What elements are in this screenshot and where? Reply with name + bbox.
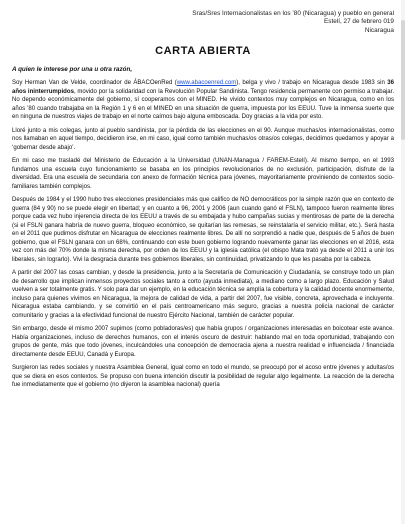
paragraph-4: Después de 1984 y el 1990 hubo tres elecciones presidenciales más que califico de NO democráticos por la simple razón que en contexto de guerra (84 y 90) no se puede elegir en libertad; y en cuanto a 96, 2001 y 2006 (aun cuando ganó el FSLN), tampoco fueron realmente libres porque cada vez hubo injerencia directa de los EEUU a través de su embajada y hubo campañas sucias y mentirosas de parte de la derecha (si el FSLN ganara habría de nuevo guerra, bloqueo económico, se quitarían las remesas, se reinstalaría el servicio militar, etc.). Será hasta en el 2011 que pudimos disfrutar en Nicaragua de elecciones realmente libres. De allí no sorprendió a nadie que, después de 5 años de buen gobierno, que el FSLN ganara con un 68%, continuando con este buen gobierno logrando nuevamente ganar las elecciones en el 2016, esta vez con más del 70% donde la misma derecha, por orden de los EEUU y la iglesia católica (el obispo Mata trató ya desde el 2011 a unir los liberales, sin lograrlo). Vivi la desgracia durante tres gobiernos liberales, sin continuidad, privatizando lo que les pasaba por la cabeza. [12,197,394,263]
paragraph-1-text-a: Soy Herman Van de Velde, coordinador de ÁBACOenRed ( [12,80,177,87]
paragraph-5: A partir del 2007 las cosas cambian, y desde la presidencia, junto a la Secretaría de Comunicación y Ciudadanía, se construye todo un plan de desarrollo que implican inmensos proyectos sociales tanto a corto (ayuda inmediata), a mediano como a largo plazo. Educación y Salud vuelven a ser totalmente gratis. Y solo para dar un ejemplo, en la educación técnica se amplía la cobertura y la calidad docente enormemente, incluso para quienes vivimos en Nicaragua, la mejora de calidad de vida, a partir del 2007, fue visible, concreta, aprovechada e incluyente. Nicaragua estaba cambiando. y se convirtió en el país centroamericano más seguro, gracias a nuestra policía nacional de carácter comunitario y gracias a la efectividad funcional de nuestro Ejército Nacional, también de carácter popular. [12,270,394,319]
header-country: Nicaragua [364,26,394,34]
paragraph-1-emphasis-years: 36 años [12,80,394,95]
paragraph-1-emphasis-uninterrupted: ininterrumpidos [27,88,74,95]
paragraph-7: Surgieron las redes sociales y nuestra Asamblea General, igual como en todo el mundo, se preocupó por el acoso entre jóvenes y adultas/os que se diera en esos contextos. Se propuso con buena intención discutir la posibilidad de regular algo legalmente. La reacción de la derecha fue inmediatamente que el gobierno (no diýeron la asamblea nacional) quería [12,365,394,389]
paragraph-1 [12,79,394,122]
header-addressee: Sras/Sres Internacionalistas en los ’80 (Nicaragua) y pueblo en general [192,10,394,17]
scrollbar-thumb[interactable] [401,20,405,140]
paragraph-3: En mi caso me trasladé del Ministerio de Educación a la Universidad (UNAN-Managua / FAREM-Estelí). Al mismo tiempo, en el 1993 fundamos una escuela cuyo funcionamiento se basaba en los principios revolucionarios de no exclusión, participación, disfrute de la diversidad. Era una escuela de secundaria con anexo de formación técnica para jóvenes, mayoritariamente proviniendo de contextos socio-familiares también complejos. [12,158,394,190]
paragraph-1-text-b: ), belga y vivo / trabajo en Nicaragua desde 1983 sin [236,80,388,87]
paragraph-2: Lloré junto a mis colegas, junto al pueblo sandinista, por la pérdida de las elecciones en el 90. Aunque muchas/os internacionalistas, como nos llamaban en aquel tiempo, decidieron irse, en mi caso, igual como también muchas/os otras/os colegas, decidimos quedarnos y apoyar a ‘gobernar desde abajo’. [12,127,394,151]
salutation: A quien le interese por una u otra razón, [12,66,133,74]
vertical-scrollbar[interactable] [401,0,405,524]
letter-title: CARTA ABIERTA [155,45,251,58]
paragraph-1-text-f: , movido por la solidaridad con la Revolución Popular Sandinista. Tengo residencia permanente con permiso a trabajar. No dependo económicamente del gobierno, sí cooperamos con el MINED. He vivido contextos muy complejos en Nicaragua, como en los años ’80 cuando trabajaba en la Región 1 y 6 en el MINED en una situación de guerra, impuesta por los EEUU. Tuve la inmensa suerte que en ninguna de nuestros viajes de trabajo en el norte caímos bajo alguna emboscada. Doy gracias a la vida por esto. [12,88,394,121]
letter-header [12,10,394,35]
header-place-date: Estelí, 27 de febrero 019 [324,18,394,26]
website-link[interactable]: www.abacoenred.com [176,80,237,87]
paragraph-6: Sin embargo, desde el mismo 2007 supimos (como pobladoras/es) que había grupos / organizaciones interesadas en boicotear este avance. Había organizaciones, incluso de derechos humanos, con el interés oscuro de destruir: hablando mal en toda oportunidad, trabajando con grupos de gente, más que todo jóvenes, inculcándoles una concepción de democracia ajena a nuestra realidad e influenciada / financiada directamente desde EEUU, Canadá y Europa. [12,326,394,358]
